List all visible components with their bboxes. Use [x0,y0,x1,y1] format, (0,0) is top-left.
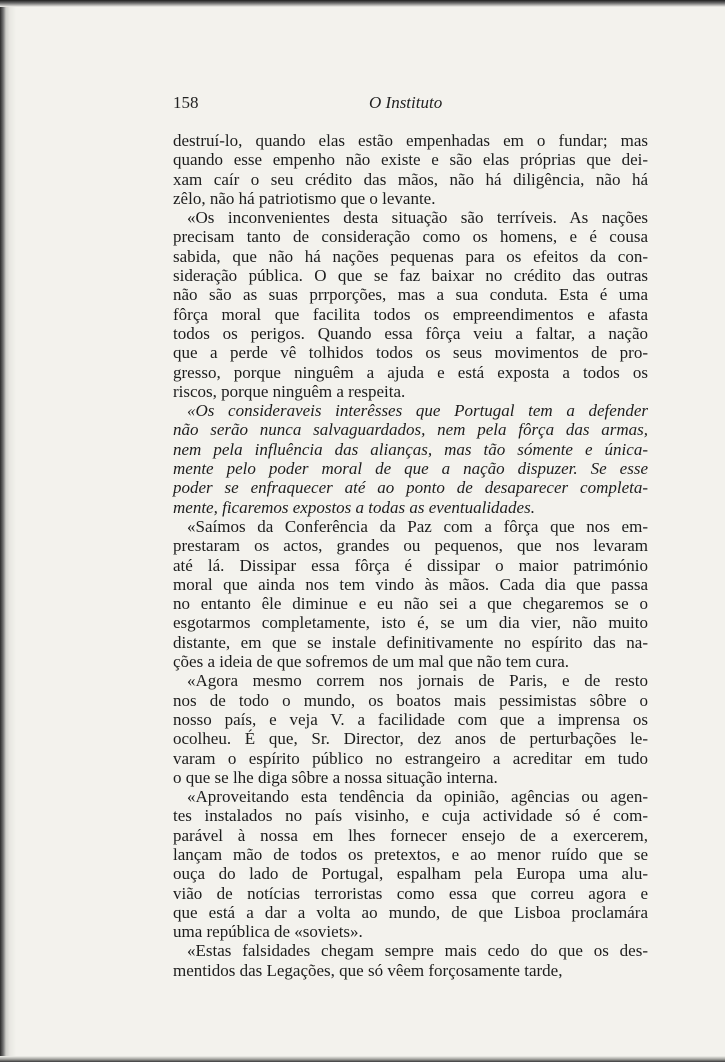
paragraph [173,941,648,980]
paragraph [173,131,648,208]
running-header [173,93,648,113]
text-line: destruí-lo, quando elas estão empenhadas em o fundar; mas [173,131,648,150]
page-top-edge [0,0,725,7]
text-line: até lá. Dissipar essa fôrça é dissipar o maior património [173,555,648,575]
book-spine-shadow [0,0,16,1062]
text-line: mente pelo poder moral de que a nação dispuzer. Se esse [173,459,648,479]
page-bottom-edge [0,1056,725,1062]
text-line: «Aproveitando esta tendência da opinião, agências ou agen- [187,787,648,807]
text-line: o que se lhe diga sôbre a nossa situação interna. [173,767,498,787]
text-line: parável à nossa em lhes fornecer ensejo de a exercerem, [173,825,648,845]
text-line: vião de notícias terroristas como essa que correu agora e [173,883,648,903]
text-line: distante, em que se instale definitivamente no espírito das na- [173,632,648,652]
running-title: O Instituto [369,93,443,112]
text-line: nos de todo o mundo, os boatos mais pessimistas sôbre o [173,690,648,710]
text-line: «Agora mesmo correm nos jornais de Paris, e de resto [187,671,648,691]
text-line: mente, ficaremos expostos a todas as eventualidades. [173,497,535,517]
text-line: ouça do lado de Portugal, espalham pela Europa uma alu- [173,864,648,884]
text-line: não são as suas prrporções, mas a sua conduta. Esta é uma [173,285,648,305]
text-line: xam caír o seu crédito das mãos, não há diligência, não há [173,169,648,189]
text-line: moral que ainda nos tem vindo às mãos. Cada dia que passa [173,574,648,594]
text-line: uma república de «soviets». [173,922,363,942]
text-line: precisam tanto de consideração como os homens, e é cousa [173,227,648,247]
text-line: que a perde vê tolhidos todos os seus movimentos de pro- [173,343,648,363]
text-line: no entanto êle diminue e eu não sei a que chegaremos se o [173,594,648,614]
text-line: ções a ideia de que sofremos de um mal que não tem cura. [173,652,570,672]
text-line: «Estas falsidades chegam sempre mais cedo do que os des- [187,941,648,961]
text-line: poder se enfraquecer até ao ponto de desaparecer completa- [173,478,648,498]
paragraph [173,401,648,517]
text-line: «Saímos da Conferência da Paz com a fôrça que nos em- [187,516,648,536]
paragraph [173,787,648,941]
text-line: sabida, que não há nações pequenas para os efeitos da con- [173,246,648,266]
text-line: prestaram os actos, grandes ou pequenos, que nos levaram [173,536,648,556]
text-line: riscos, porque ninguêm a respeita. [173,381,406,401]
text-line: nosso país, e veja V. a facilidade com que a imprensa os [173,709,648,729]
paragraph [173,517,648,671]
text-line: tes instalados no país visinho, e cuja actividade só é com- [173,806,648,826]
text-line: fôrça moral que facilita todos os empreendimentos e afasta [173,304,648,324]
text-line: nem pela influência das alianças, mas tão sómente e únicа- [173,439,648,459]
text-line: que está a dar a volta ao mundo, de que Lisboa proclamára [173,902,648,922]
text-line: gresso, porque ninguêm a ajuda e está exposta a todos os [173,362,648,382]
text-line: varam o espírito público no estrangeiro a acreditar em tudo [173,748,648,768]
text-line: quando esse empenho não existe e são elas próprias que dei- [173,150,648,170]
text-line: esgotarmos completamente, isto é, se um dia vier, não muito [173,613,648,633]
text-line: zêlo, não há patriotismo que o levante. [173,188,436,208]
text-line: lançam mão de todos os pretextos, e ao menor ruído que se [173,844,648,864]
text-line: mentidos das Legações, que só vêem forçosamente tarde, [173,960,563,980]
text-line: «Os inconvenientes desta situação são terríveis. As nações [187,208,648,228]
paragraph [173,208,648,401]
text-line: sideração pública. O que se faz baixar no crédito das outras [173,266,648,286]
text-line: todos os perigos. Quando essa fôrça veiu a faltar, a nação [173,323,648,343]
page-number: 158 [173,93,199,112]
paragraph [173,671,648,787]
text-line: não serão nunca salvaguardados, nem pela fôrça das armas, [173,420,648,440]
text-line: ocolheu. É que, Sr. Director, dez anos de perturbações le- [173,729,648,749]
body-text [173,131,648,980]
text-line: «Os consideraveis interêsses que Portugal tem a defender [187,401,648,421]
